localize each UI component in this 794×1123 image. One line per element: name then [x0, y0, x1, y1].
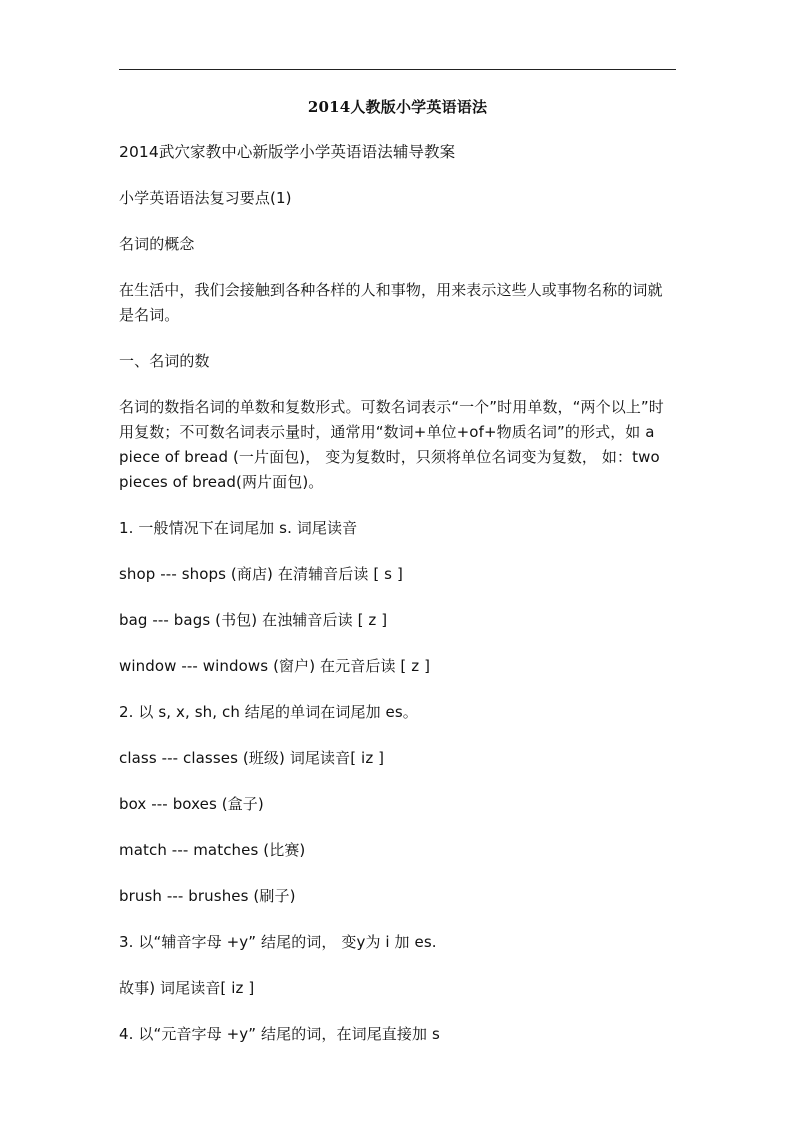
- concept-paragraph: 在生活中，我们会接触到各种各样的人和事物，用来表示这些人或事物名称的词就是名词。: [119, 281, 663, 324]
- number-paragraph: 名词的数指名词的单数和复数形式。可数名词表示“一个”时用单数，“两个以上”时用复数；不可数名词表示量时，通常用“数词+单位+of+物质名词”的形式，如 a piece of bread (一片面包)， 变为复数时，只须将单位名词变为复数， 如：two pieces of bread(两片面包)。: [119, 398, 664, 491]
- rule-4: 4. 以“元音字母 +y” 结尾的词，在词尾直接加 s: [119, 1025, 440, 1043]
- document-title: 2014人教版小学英语语法: [307, 98, 488, 116]
- example-bag: bag --- bags (书包) 在浊辅音后读 [ z ]: [119, 611, 388, 629]
- rule-3: 3. 以“辅音字母 +y” 结尾的词， 变y为 i 加 es.: [119, 933, 437, 951]
- number-heading: 一、名词的数: [119, 352, 210, 370]
- header-rule: [119, 69, 676, 70]
- example-brush: brush --- brushes (刷子): [119, 887, 296, 905]
- concept-heading: 名词的概念: [119, 235, 195, 253]
- example-match: match --- matches (比赛): [119, 841, 306, 859]
- section-heading: 小学英语语法复习要点(1): [119, 189, 292, 207]
- example-story: 故事) 词尾读音[ iz ]: [119, 979, 255, 997]
- example-box: box --- boxes (盒子): [119, 795, 264, 813]
- example-shop: shop --- shops (商店) 在清辅音后读 [ s ]: [119, 565, 403, 583]
- rule-2: 2. 以 s, x, sh, ch 结尾的单词在词尾加 es。: [119, 703, 418, 721]
- example-window: window --- windows (窗户) 在元音后读 [ z ]: [119, 657, 431, 675]
- document-body: [119, 140, 676, 1068]
- rule-1: 1. 一般情况下在词尾加 s. 词尾读音: [119, 519, 358, 537]
- subtitle-paragraph: 2014武穴家教中心新版学小学英语语法辅导教案: [119, 143, 456, 161]
- example-class: class --- classes (班级) 词尾读音[ iz ]: [119, 749, 385, 767]
